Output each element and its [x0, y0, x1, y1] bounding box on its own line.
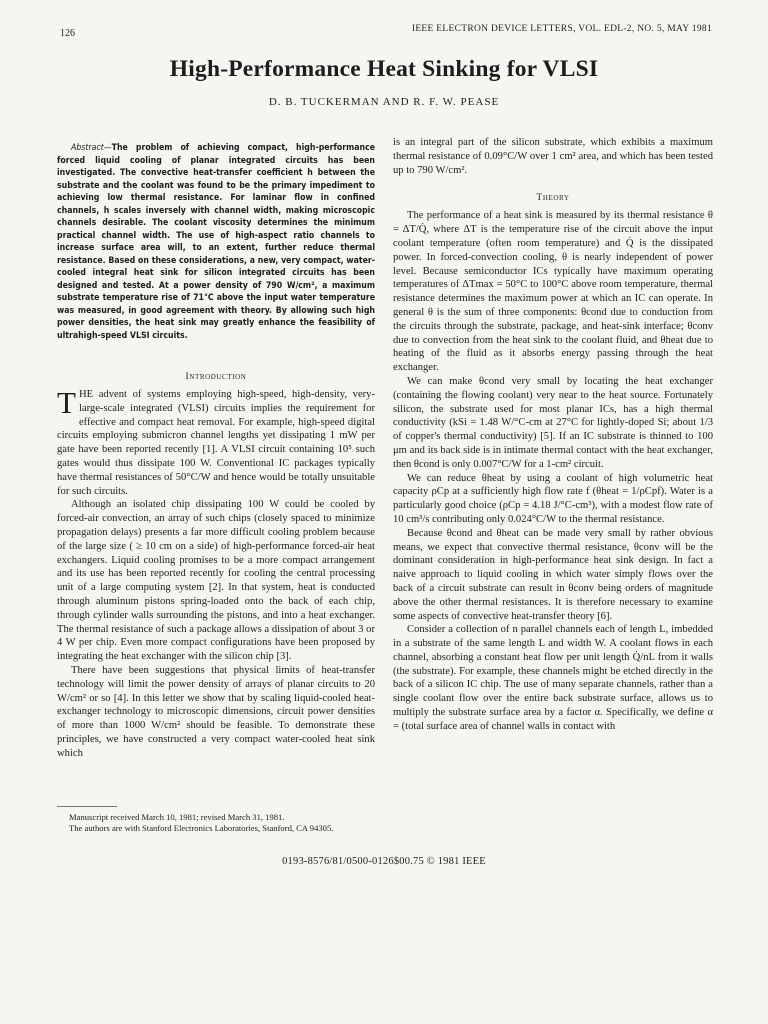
- footnote-received: Manuscript received March 10, 1981; revised March 31, 1981.: [69, 812, 285, 822]
- footnote-rule: [57, 806, 117, 807]
- page-number: 126: [60, 28, 75, 39]
- introduction-heading: Introduction: [185, 372, 247, 382]
- copyright-line: 0193-8576/81/0500-0126$00.75 © 1981 IEEE: [282, 856, 486, 867]
- theory-paragraph-4: Because θcond and θheat can be made very small by rather obvious means, we expect that convective thermal resistance, θconv will be the dominant consideration in high-performance heat sink design. In fact a naive approach to liquid cooling in which water simply flows over the back of a circuit substrate can result in θconv being orders of magnitude above the other thermal resistances. It is therefore necessary to examine some aspects of convective heat-transfer theory [6].: [393, 527, 713, 622]
- intro-paragraph-2: Although an isolated chip dissipating 100 W could be cooled by forced-air convection, an array of such chips (closely spaced to minimize propagation delays) presents a far more difficult cooling problem because of the large size ( ≥ 10 cm on a side) of high-performance forced-air heat exchangers. Liquid cooling promises to be a more compact arrangement and its use has been reported recently for cooling the central processing unit of a large computing system [2]. In that system, heat is conducted through aluminum pistons spring-loaded onto the back of each chip, through cylinder walls surrounding the pistons, and into a heat exchanger. The thermal resistance of such a package allows a dissipation of about 3 or 4 W per chip. Even more compact configurations have been proposed by integrating the heat exchanger with the silicon chip [3].: [57, 499, 375, 663]
- theory-heading: Theory: [536, 193, 570, 204]
- abstract-text: The problem of achieving compact, high-performance forced liquid cooling of planar integrated circuits has been investigated. The convective heat-transfer coefficient h between the substrate and the coolant was found to be the primary impediment to achieving low thermal resistance. For laminar flow in confined channels, h scales inversely with channel width, making microscopic channels desirable. The coolant viscosity determines the minimum practical channel width. The use of high-aspect ratio channels to increase surface area will, to an extent, further reduce thermal resistance. Based on these considerations, a new, very compact, water-cooled integral heat sink for silicon integrated circuits has been designed and tested. At a power density of 790 W/cm², a maximum substrate temperature rise of 71°C above the input water temperature was measured, in good agreement with theory. By allowing such high power densities, the heat sink may greatly enhance the feasibility of ultrahigh-speed VLSI circuits.: [57, 143, 375, 341]
- footnote: [57, 812, 375, 834]
- right-column: [393, 136, 713, 734]
- running-head: IEEE ELECTRON DEVICE LETTERS, VOL. EDL-2, NO. 5, MAY 1981: [411, 24, 712, 34]
- intro-paragraph-1: [57, 385, 375, 498]
- abstract-continuation: is an integral part of the silicon substrate, which exhibits a maximum thermal resistance of 0.09°C/W over 1 cm² area, and which has been tested up to 790 W/cm².: [393, 137, 713, 176]
- drop-cap: T: [57, 385, 76, 420]
- theory-paragraph-1: The performance of a heat sink is measured by its thermal resistance θ = ΔT/Q̇, where ΔT is the temperature rise of the circuit above the input coolant temperature (often room temperature) and Q̇ is the dissipated power. In forced-convection cooling, θ is nearly independent of power level. Because semiconductor ICs typically have maximum operating temperatures of ΔTmax = 50°C to 100°C above room temperature, thermal resistance determines the maximum power at which an IC can operate. In general θ is the sum of three components: θcond due to conduction from the circuits through the substrate, package, and heat-sink interface; θconv due to convection from the heat sink to the coolant fluid, and θheat due to heating of the fluid as it absorbs energy passing through the heat exchanger.: [393, 210, 713, 374]
- footnote-affiliation: The authors are with Stanford Electronics Laboratories, Stanford, CA 94305.: [69, 822, 334, 833]
- left-column: [57, 136, 375, 761]
- abstract-lead: Abstract—: [71, 143, 112, 153]
- authors: D. B. TUCKERMAN AND R. F. W. PEASE: [268, 96, 500, 108]
- abstract: [57, 142, 375, 342]
- theory-paragraph-2: We can make θcond very small by locating the heat exchanger (containing the flowing coolant) very near to the heat source. Fortunately silicon, the substrate used for most planar ICs, has a high thermal conductivity (kSi = 1.48 W/°C-cm at 27°C for lightly-doped Si; about 1/3 of copper's thermal conductivity) [5]. If an IC substrate is thinned to 100 μm and its back side is in intimate thermal contact with the heat exchanger, then θcond is only 0.007°C/W for a 1-cm² circuit.: [393, 375, 713, 470]
- intro-paragraph-1-text: HE advent of systems employing high-speed, high-density, very-large-scale integrated (VLSI) circuits implies the requirement for effective and compact heat removal. For example, high-speed digital circuits employing submicron channel lengths yet dissipating 1 mW per gate have been reported recently [1]. A VLSI circuit containing 10⁵ such gates would thus dissipate 100 W. Conventional IC packages typically have thermal resistances of 50°C/W and hence would be totally unsuitable for such circuits.: [57, 389, 375, 497]
- theory-paragraph-3: We can reduce θheat by using a coolant of high volumetric heat capacity ρCp at a sufficiently high flow rate f (θheat = 1/ρCpf). Water is a particularly good choice (ρCp = 4.18 J/°C-cm³), with a modest flow rate of 10 cm³/s contributing only 0.024°C/W to the thermal resistance.: [393, 472, 713, 525]
- intro-paragraph-3: There have been suggestions that physical limits of heat-transfer technology will limit the power density of arrays of planar circuits to 20 W/cm² or so [4]. In this letter we show that by scaling liquid-cooled heat-exchanger technology to microscopic dimensions, circuit power densities of more than 1000 W/cm² should be feasible. To demonstrate these principles, we have constructed a very compact water-cooled heat sink which: [57, 664, 375, 759]
- theory-paragraph-5: Consider a collection of n parallel channels each of length L, imbedded in a substrate of the same length L and width W. A coolant flows in each channel, absorbing a constant heat flow per unit length Q̇/nL from it walls (the substrate). For example, these channels might be etched directly in the back of a silicon IC chip. The use of many separate channels, rather than a single coolant flow over the entire back substrate surface, allows us to multiply the substrate surface area by a factor α. Specifically, we define α = (total surface area of channel walls in contact with: [393, 624, 713, 732]
- paper-title: High-Performance Heat Sinking for VLSI: [169, 56, 599, 82]
